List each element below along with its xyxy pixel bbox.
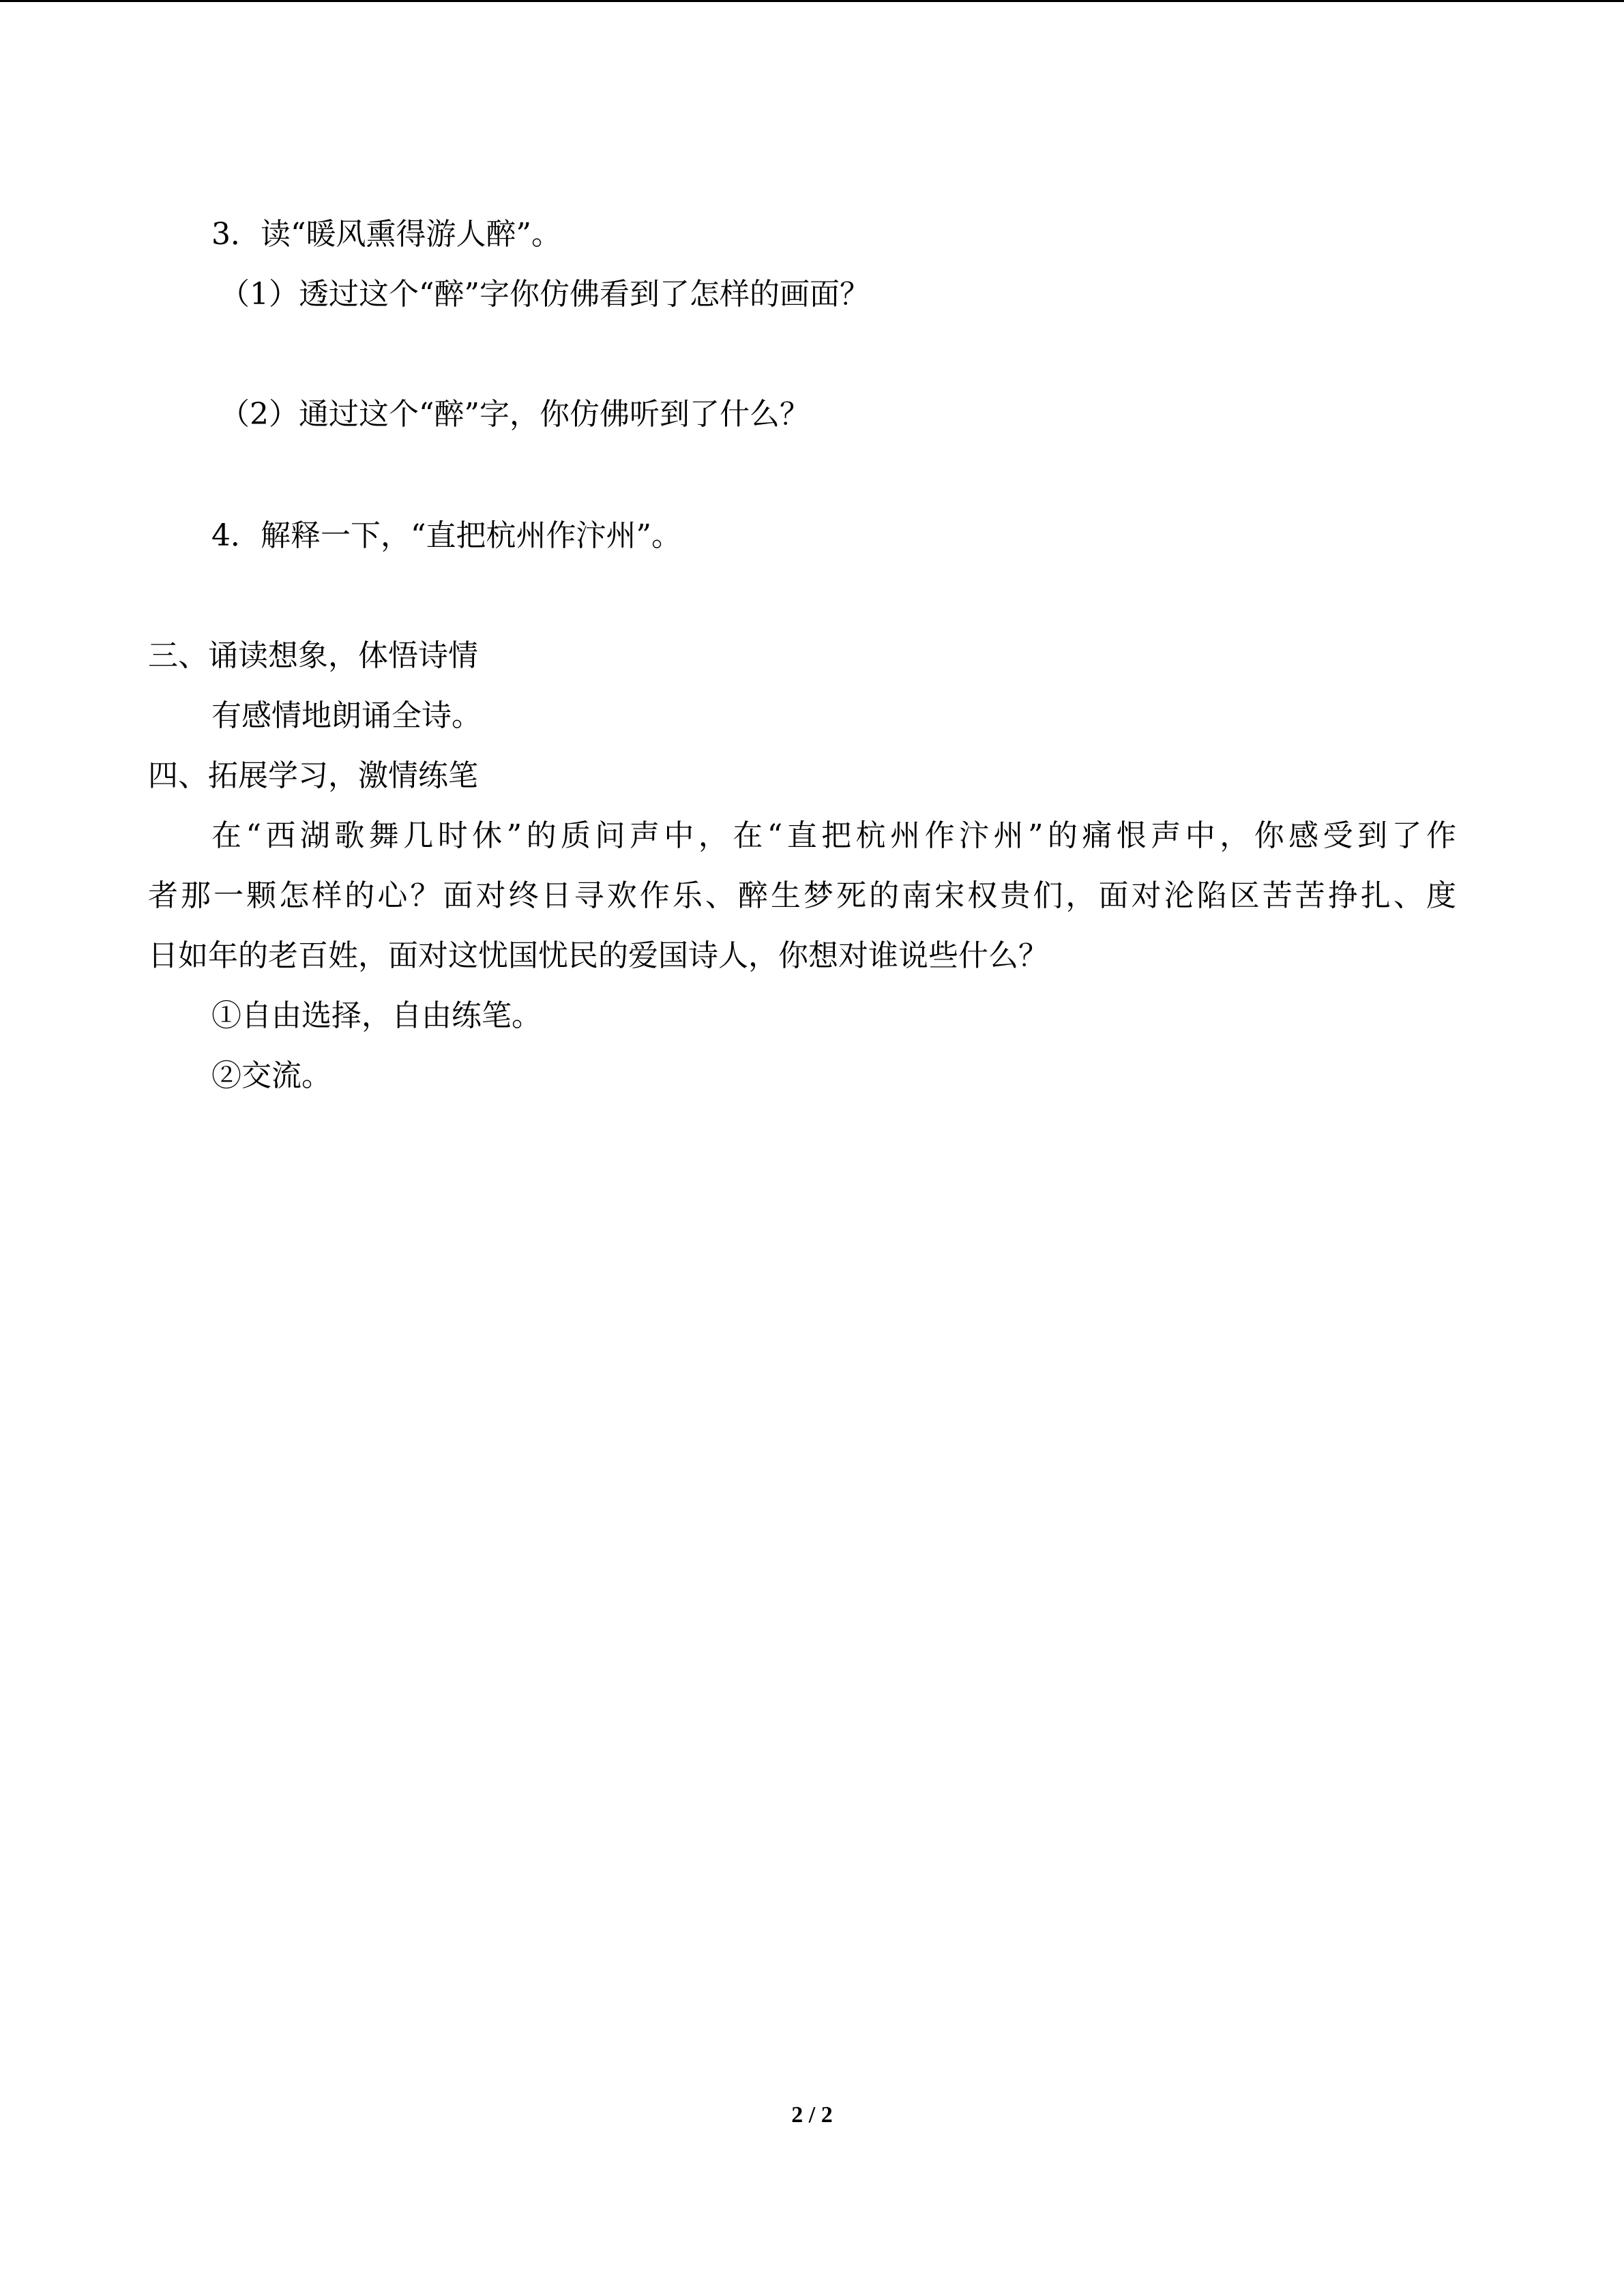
section-3-body: 有感情地朗诵全诗。 bbox=[211, 698, 482, 733]
paragraph-line-2: 者那一颗怎样的心？面对终日寻欢作乐、醉生梦死的南宋权贵们，面对沦陷区苦苦挣扎、度 bbox=[148, 878, 1456, 913]
question-3-part-2: （2）通过这个“醉”字，你仿佛听到了什么？ bbox=[220, 397, 810, 432]
section-3-heading: 三、诵读想象，体悟诗情 bbox=[148, 638, 478, 673]
paragraph-line-1: 在“西湖歌舞几时休”的质问声中，在“直把杭州作汴州”的痛恨声中，你感受到了作 bbox=[211, 818, 1456, 853]
section-4-heading: 四、拓展学习，激情练笔 bbox=[148, 758, 478, 793]
list-item-2: ②交流。 bbox=[211, 1058, 331, 1093]
question-3: 3．读“暖风熏得游人醉”。 bbox=[211, 217, 561, 252]
paragraph-line-3: 日如年的老百姓，面对这忧国忧民的爱国诗人，你想对谁说些什么？ bbox=[148, 938, 1048, 973]
list-item-1: ①自由选择，自由练笔。 bbox=[211, 998, 542, 1033]
page-number: 2 / 2 bbox=[791, 2102, 833, 2128]
question-4: 4．解释一下，“直把杭州作汴州”。 bbox=[211, 518, 681, 553]
question-3-part-1: （1）透过这个“醉”字你仿佛看到了怎样的画面？ bbox=[220, 277, 870, 312]
